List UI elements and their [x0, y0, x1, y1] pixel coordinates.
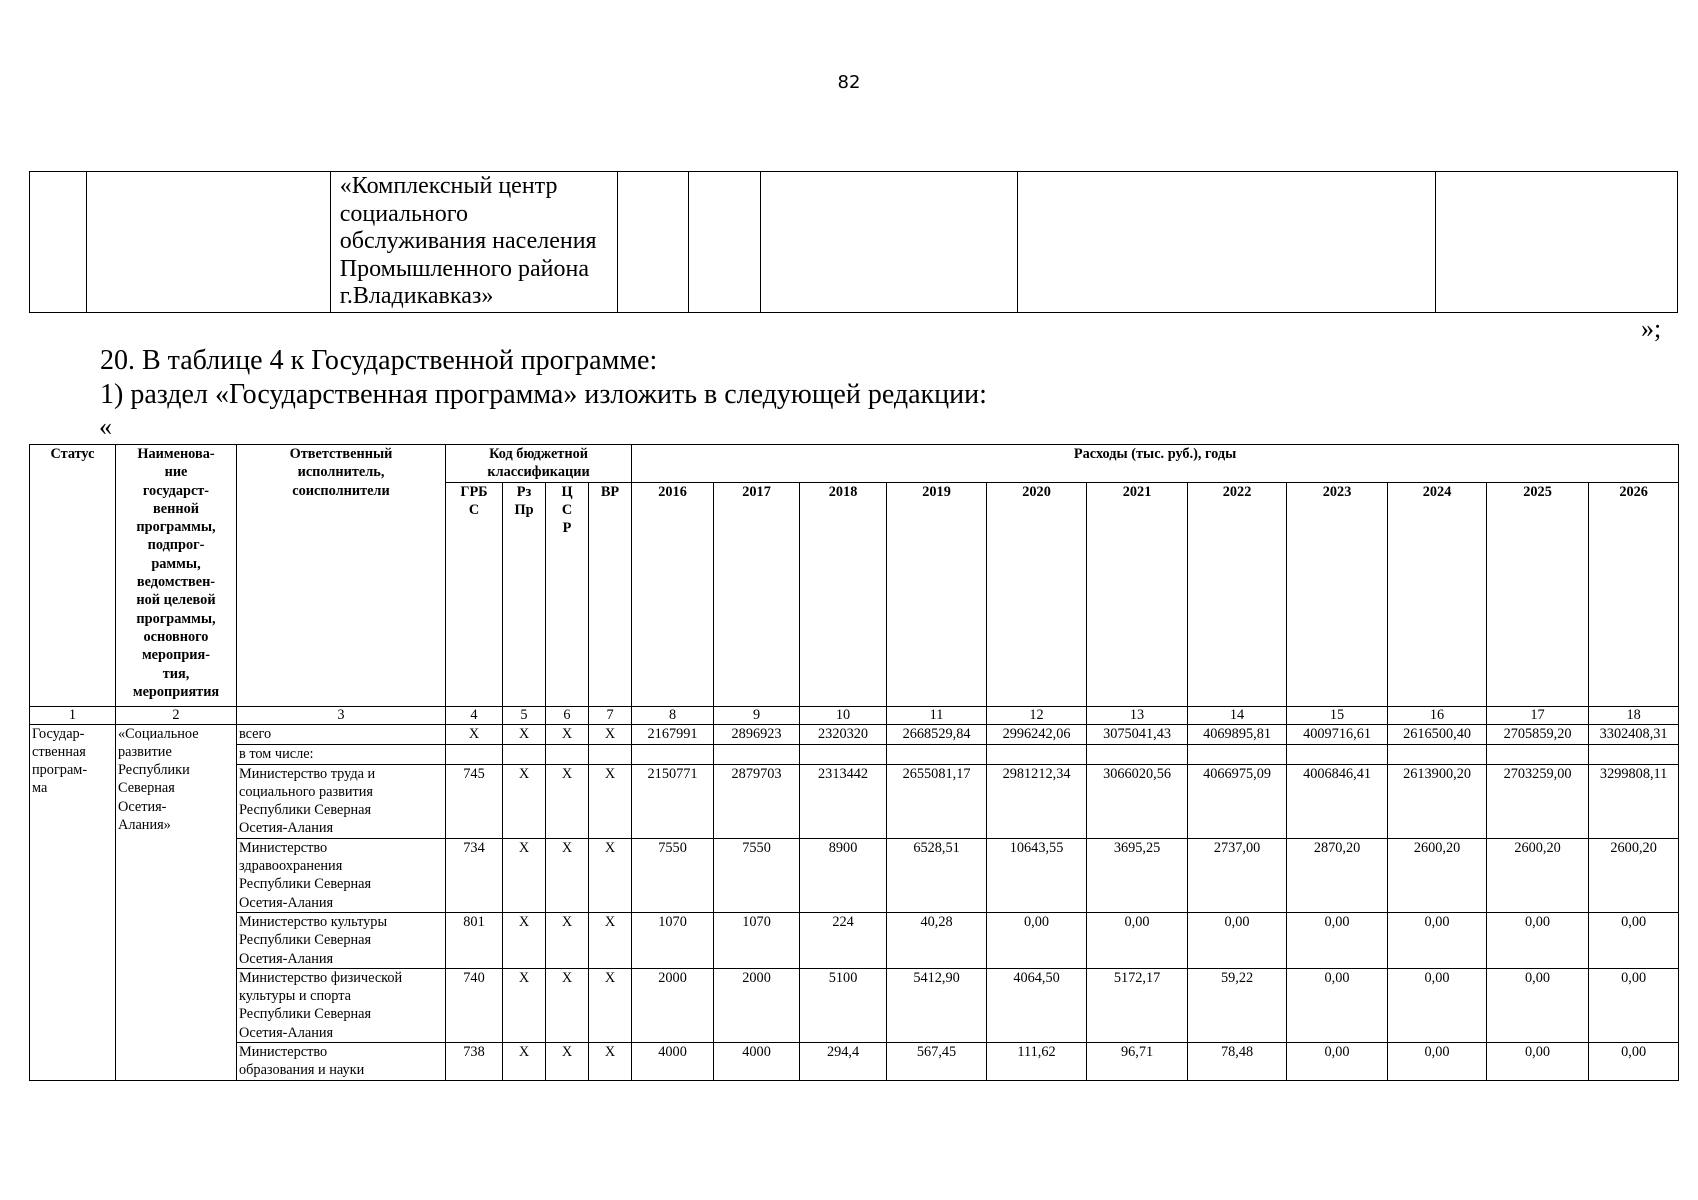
header-executor — [237, 445, 446, 707]
continuation-cell — [617, 172, 688, 313]
header-csr — [546, 482, 589, 706]
header-name-line: венной — [153, 500, 199, 517]
code-cell — [546, 744, 589, 764]
header-year: 2016 — [632, 482, 714, 706]
value-cell: 2000 — [632, 968, 714, 1042]
value-cell: 2613900,20 — [1388, 764, 1487, 838]
value-cell: 2737,00 — [1188, 838, 1287, 912]
program-name-line: Северная — [118, 780, 175, 797]
executor-line: всего — [239, 725, 272, 742]
column-number: 14 — [1188, 706, 1287, 724]
continuation-cell — [86, 172, 330, 313]
value-cell: 3695,25 — [1087, 838, 1188, 912]
code-cell: X — [503, 724, 546, 744]
value-cell — [632, 744, 714, 764]
column-number: 16 — [1388, 706, 1487, 724]
value-cell: 2616500,40 — [1388, 724, 1487, 744]
header-name-line: основного — [143, 628, 209, 645]
value-cell: 2600,20 — [1487, 838, 1589, 912]
code-cell — [503, 744, 546, 764]
value-cell: 3302408,31 — [1589, 724, 1679, 744]
code-cell: X — [503, 838, 546, 912]
value-cell: 0,00 — [1087, 912, 1188, 968]
code-cell: X — [546, 1043, 589, 1081]
executor-line: социального развития — [239, 783, 373, 800]
program-name-line: Осетия- — [118, 798, 167, 815]
value-cell: 6528,51 — [887, 838, 987, 912]
code-cell — [446, 744, 503, 764]
organization-name-line: обслуживания населения — [339, 228, 597, 254]
executor-cell — [237, 1043, 446, 1081]
organization-name-line: социального — [339, 200, 468, 227]
value-cell: 2167991 — [632, 724, 714, 744]
value-cell: 294,4 — [800, 1043, 887, 1081]
header-name-line: программы, — [136, 610, 216, 627]
code-cell: X — [589, 724, 632, 744]
code-cell: X — [546, 724, 589, 744]
executor-cell — [237, 838, 446, 912]
status-line: ственная — [32, 743, 86, 760]
paragraph-1: 1) раздел «Государственная программа» изложить в следующей редакции: — [100, 379, 987, 410]
value-cell: 2320320 — [800, 724, 887, 744]
executor-line: Осетия-Алания — [239, 820, 334, 837]
executor-line: Республики Северная — [239, 876, 372, 893]
value-cell — [1388, 744, 1487, 764]
header-grbs-line: ГРБ — [460, 483, 488, 500]
executor-line: Осетия-Алания — [239, 894, 334, 911]
value-cell: 4000 — [714, 1043, 800, 1081]
value-cell: 0,00 — [1388, 968, 1487, 1042]
code-cell: X — [503, 968, 546, 1042]
value-cell: 0,00 — [1188, 912, 1287, 968]
column-number: 7 — [589, 706, 632, 724]
header-name-line: подпрог- — [147, 537, 205, 554]
value-cell: 3066020,56 — [1087, 764, 1188, 838]
header-grbs — [446, 482, 503, 706]
executor-cell — [237, 724, 446, 744]
value-cell: 3075041,43 — [1087, 724, 1188, 744]
value-cell: 4009716,61 — [1287, 724, 1388, 744]
continuation-cell — [1436, 172, 1678, 313]
code-cell: X — [503, 764, 546, 838]
value-cell: 5100 — [800, 968, 887, 1042]
value-cell: 3299808,11 — [1589, 764, 1679, 838]
value-cell: 2655081,17 — [887, 764, 987, 838]
column-number: 12 — [987, 706, 1087, 724]
code-cell: X — [546, 968, 589, 1042]
value-cell — [800, 744, 887, 764]
continuation-cell — [688, 172, 760, 313]
value-cell: 2996242,06 — [987, 724, 1087, 744]
code-cell: 745 — [446, 764, 503, 838]
header-budget-code-line: классификации — [487, 464, 590, 481]
executor-line: здравоохранения — [239, 858, 343, 875]
value-cell: 2313442 — [800, 764, 887, 838]
value-cell: 2879703 — [714, 764, 800, 838]
header-name — [116, 445, 237, 707]
value-cell: 2981212,34 — [987, 764, 1087, 838]
executor-cell — [237, 912, 446, 968]
value-cell: 4064,50 — [987, 968, 1087, 1042]
value-cell: 10643,55 — [987, 838, 1087, 912]
value-cell: 78,48 — [1188, 1043, 1287, 1081]
column-number: 11 — [887, 706, 987, 724]
column-numbers-row — [30, 706, 1679, 724]
value-cell: 0,00 — [1589, 1043, 1679, 1081]
header-name-line: мероприятия — [132, 683, 220, 700]
continuation-table — [29, 171, 1678, 313]
column-number: 1 — [30, 706, 116, 724]
continuation-cell — [30, 172, 87, 313]
column-number: 6 — [546, 706, 589, 724]
column-number: 18 — [1589, 706, 1679, 724]
value-cell: 2705859,20 — [1487, 724, 1589, 744]
header-executor-line: соисполнители — [292, 482, 390, 499]
program-name-line: Алания» — [118, 817, 171, 834]
value-cell: 7550 — [714, 838, 800, 912]
status-cell — [30, 724, 116, 1080]
column-number: 5 — [503, 706, 546, 724]
value-cell: 5412,90 — [887, 968, 987, 1042]
closing-quote: »; — [1641, 314, 1662, 343]
program-name-line: «Социальное — [118, 725, 199, 742]
organization-name-line: «Комплексный центр — [339, 173, 558, 199]
executor-line: Министерство физической — [239, 969, 403, 986]
organization-name — [331, 172, 617, 311]
code-cell: X — [503, 1043, 546, 1081]
value-cell: 2600,20 — [1388, 838, 1487, 912]
header-year: 2019 — [887, 482, 987, 706]
column-number: 3 — [237, 706, 446, 724]
value-cell: 96,71 — [1087, 1043, 1188, 1081]
value-cell: 59,22 — [1188, 968, 1287, 1042]
header-year: 2018 — [800, 482, 887, 706]
paragraph-20: 20. В таблице 4 к Государственной программе: — [100, 345, 658, 376]
header-vr: ВР — [589, 482, 632, 706]
executor-line: Республики Северная — [239, 932, 372, 949]
executor-line: Республики Северная — [239, 802, 372, 819]
header-rzpr-line: Рз — [516, 483, 532, 500]
header-rzpr-line: Пр — [514, 501, 534, 518]
value-cell: 0,00 — [1487, 1043, 1589, 1081]
code-cell: X — [446, 724, 503, 744]
value-cell — [1087, 744, 1188, 764]
value-cell: 2870,20 — [1287, 838, 1388, 912]
code-cell: X — [503, 912, 546, 968]
status-line: ма — [32, 780, 48, 797]
organization-name-line: г.Владикавказ» — [339, 283, 494, 309]
value-cell: 4000 — [632, 1043, 714, 1081]
value-cell: 111,62 — [987, 1043, 1087, 1081]
code-cell: 738 — [446, 1043, 503, 1081]
value-cell: 0,00 — [1287, 1043, 1388, 1081]
code-cell: X — [589, 1043, 632, 1081]
header-name-line: Наименова- — [137, 446, 215, 462]
column-number: 4 — [446, 706, 503, 724]
header-name-line: ние — [164, 464, 188, 481]
value-cell: 1070 — [714, 912, 800, 968]
table-row — [30, 1043, 1679, 1081]
value-cell: 4006846,41 — [1287, 764, 1388, 838]
header-csr-line: Ц — [561, 483, 573, 500]
value-cell: 0,00 — [1487, 968, 1589, 1042]
value-cell: 4066975,09 — [1188, 764, 1287, 838]
column-number: 9 — [714, 706, 800, 724]
value-cell: 7550 — [632, 838, 714, 912]
header-name-line: ведомствен- — [136, 574, 216, 591]
value-cell: 0,00 — [1589, 912, 1679, 968]
header-year: 2024 — [1388, 482, 1487, 706]
column-number: 13 — [1087, 706, 1188, 724]
budget-table — [29, 444, 1679, 1081]
value-cell: 224 — [800, 912, 887, 968]
column-number: 10 — [800, 706, 887, 724]
table-row — [30, 968, 1679, 1042]
value-cell — [887, 744, 987, 764]
opening-quote: « — [99, 412, 112, 441]
value-cell: 2150771 — [632, 764, 714, 838]
header-year: 2021 — [1087, 482, 1188, 706]
executor-line: Осетия-Алания — [239, 950, 334, 967]
continuation-organization-cell — [330, 172, 617, 313]
code-cell: 801 — [446, 912, 503, 968]
executor-line: Министерство — [239, 1044, 328, 1061]
program-name-cell — [116, 724, 237, 1080]
value-cell — [714, 744, 800, 764]
code-cell: X — [589, 968, 632, 1042]
header-budget-code-line: Код бюджетной — [489, 446, 588, 462]
header-grbs-line: С — [468, 501, 480, 518]
value-cell: 0,00 — [1287, 968, 1388, 1042]
executor-line: Осетия-Алания — [239, 1024, 334, 1041]
header-name-line: государст- — [142, 482, 210, 499]
code-cell — [589, 744, 632, 764]
column-number: 15 — [1287, 706, 1388, 724]
value-cell: 1070 — [632, 912, 714, 968]
header-year: 2017 — [714, 482, 800, 706]
header-executor-line: Ответственный — [289, 446, 393, 462]
code-cell: X — [546, 764, 589, 838]
executor-cell — [237, 744, 446, 764]
value-cell: 567,45 — [887, 1043, 987, 1081]
header-csr-line: С — [561, 501, 573, 518]
executor-line: Министерство — [239, 839, 328, 856]
column-number: 2 — [116, 706, 237, 724]
value-cell: 8900 — [800, 838, 887, 912]
value-cell: 0,00 — [987, 912, 1087, 968]
executor-cell — [237, 968, 446, 1042]
program-name-line: Республики — [118, 762, 190, 779]
executor-line: Министерство труда и — [239, 765, 376, 782]
value-cell — [1589, 744, 1679, 764]
continuation-cell — [760, 172, 1018, 313]
header-name-line: ной целевой — [136, 592, 216, 609]
value-cell: 0,00 — [1487, 912, 1589, 968]
value-cell: 0,00 — [1388, 1043, 1487, 1081]
header-status: Статус — [30, 445, 116, 707]
value-cell: 2000 — [714, 968, 800, 1042]
table-row — [30, 912, 1679, 968]
value-cell: 5172,17 — [1087, 968, 1188, 1042]
executor-line: культуры и спорта — [239, 988, 352, 1005]
header-budget-code — [446, 445, 632, 483]
value-cell — [1487, 744, 1589, 764]
header-csr-line: Р — [562, 520, 572, 537]
code-cell: X — [546, 838, 589, 912]
header-name-line: раммы, — [151, 555, 201, 572]
value-cell: 4069895,81 — [1188, 724, 1287, 744]
table-row — [30, 764, 1679, 838]
status-line: програм- — [32, 762, 88, 779]
value-cell — [987, 744, 1087, 764]
value-cell — [1287, 744, 1388, 764]
table-row — [30, 838, 1679, 912]
column-number: 8 — [632, 706, 714, 724]
value-cell: 0,00 — [1589, 968, 1679, 1042]
header-name-line: мероприя- — [141, 647, 211, 664]
executor-cell — [237, 764, 446, 838]
program-name-line: развитие — [118, 743, 172, 760]
value-cell: 0,00 — [1287, 912, 1388, 968]
code-cell: X — [546, 912, 589, 968]
header-year: 2020 — [987, 482, 1087, 706]
page-number: 82 — [837, 72, 861, 93]
code-cell: 734 — [446, 838, 503, 912]
value-cell: 2703259,00 — [1487, 764, 1589, 838]
header-name-line: программы, — [136, 519, 216, 536]
code-cell: X — [589, 838, 632, 912]
code-cell: X — [589, 764, 632, 838]
code-cell: X — [589, 912, 632, 968]
value-cell: 2668529,84 — [887, 724, 987, 744]
executor-line: образования и науки — [239, 1062, 365, 1079]
column-number: 17 — [1487, 706, 1589, 724]
header-year: 2022 — [1188, 482, 1287, 706]
executor-line: Республики Северная — [239, 1006, 372, 1023]
header-year: 2026 — [1589, 482, 1679, 706]
table-row — [30, 724, 1679, 744]
value-cell: 2896923 — [714, 724, 800, 744]
header-name-line: тия, — [162, 665, 190, 682]
continuation-cell — [1018, 172, 1436, 313]
value-cell: 40,28 — [887, 912, 987, 968]
value-cell: 0,00 — [1388, 912, 1487, 968]
executor-line: в том числе: — [239, 745, 314, 762]
organization-name-line: Промышленного района — [339, 255, 590, 282]
table-row — [30, 744, 1679, 764]
header-expenses: Расходы (тыс. руб.), годы — [632, 445, 1679, 483]
header-executor-line: исполнитель, — [297, 464, 385, 481]
status-line: Государ- — [32, 725, 85, 742]
header-year: 2025 — [1487, 482, 1589, 706]
executor-line: Министерство культуры — [239, 913, 388, 930]
code-cell: 740 — [446, 968, 503, 1042]
value-cell — [1188, 744, 1287, 764]
value-cell: 2600,20 — [1589, 838, 1679, 912]
header-year: 2023 — [1287, 482, 1388, 706]
header-rzpr — [503, 482, 546, 706]
